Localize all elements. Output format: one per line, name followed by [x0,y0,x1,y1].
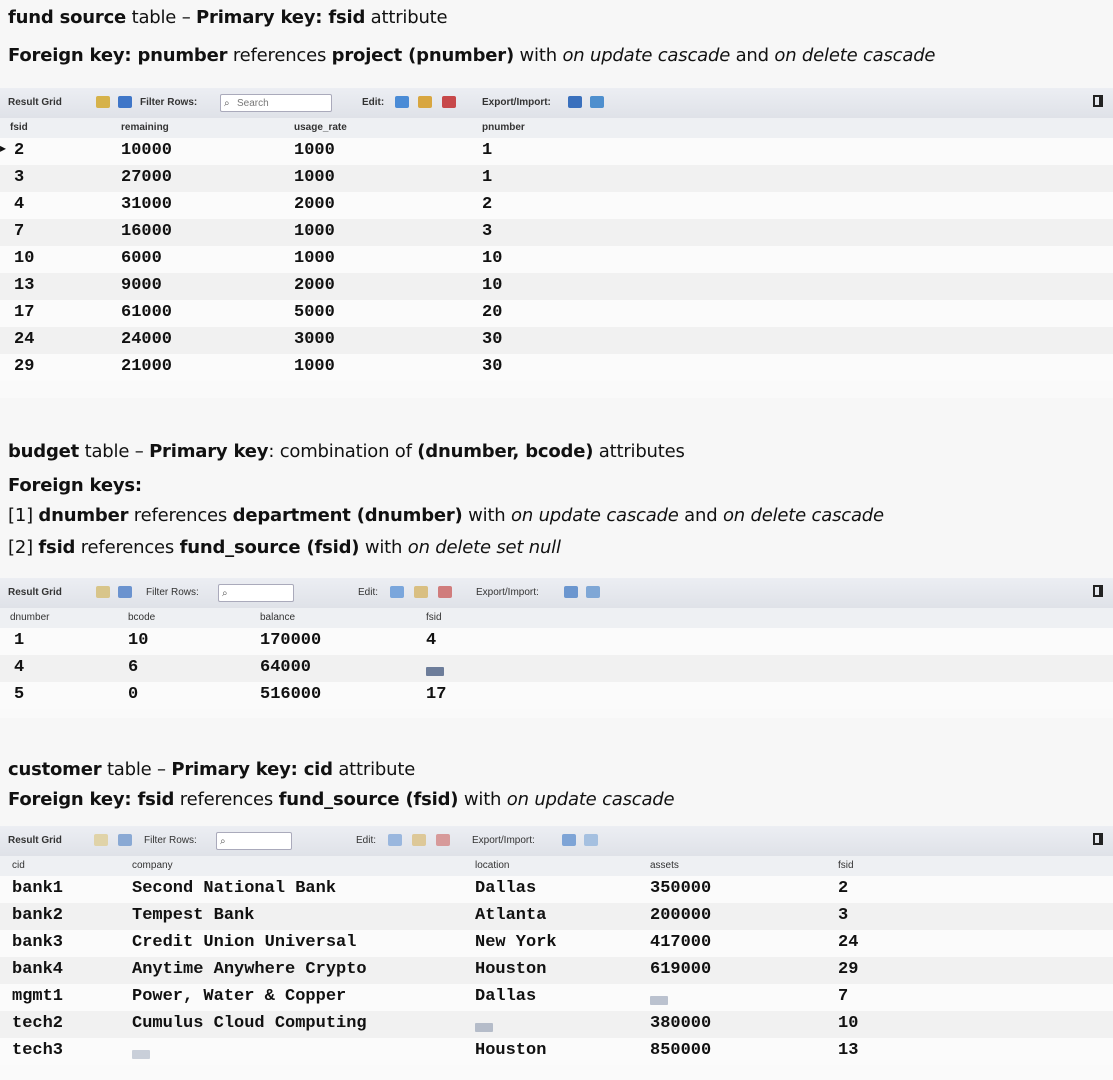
column-header-row [0,856,1113,877]
search-placeholder: Search [237,98,269,109]
edit-cell-icon[interactable] [390,586,404,598]
column-header-row [0,608,1113,629]
column-header[interactable]: fsid [838,860,854,871]
cell-location[interactable]: Dallas [475,987,537,1006]
cell-usage-rate[interactable]: 5000 [294,303,335,322]
cell-assets[interactable]: 350000 [650,879,712,898]
table-row[interactable] [0,1011,1113,1038]
column-header[interactable]: fsid [10,122,28,133]
add-row-icon[interactable] [414,586,428,598]
grid-view-icon[interactable] [94,834,108,846]
toggle-panel-icon[interactable] [1093,585,1103,597]
search-icon: ⌕ [224,98,230,109]
cell-fsid[interactable]: 17 [14,303,35,322]
table-row[interactable] [0,930,1113,957]
cell-dnumber[interactable]: 5 [14,685,25,704]
column-header[interactable]: company [132,860,173,871]
toggle-panel-icon[interactable] [1093,95,1103,107]
cell-location[interactable]: Houston [475,1041,547,1060]
cell-assets[interactable]: 619000 [650,960,712,979]
null-badge [475,1023,493,1032]
column-header[interactable]: balance [260,612,296,623]
cell-fsid[interactable]: 17 [426,685,447,704]
search-input[interactable] [218,584,294,602]
cell-fsid[interactable]: 3 [14,168,25,187]
cell-location[interactable]: Dallas [475,879,537,898]
export-import-label: Export/Import: [472,835,535,846]
result-grid-label: Result Grid [8,587,62,598]
cell-remaining[interactable]: 61000 [121,303,173,322]
column-header[interactable]: cid [12,860,25,871]
cell-pnumber[interactable]: 1 [482,141,493,160]
cell-usage-rate[interactable]: 1000 [294,249,335,268]
customer-caption-line1: customer table – Primary key: cid attribute [8,759,416,780]
cell-fsid[interactable]: 2 [14,141,25,160]
add-row-icon[interactable] [412,834,426,846]
budget-caption-line2: Foreign keys: [8,475,142,496]
column-header[interactable]: fsid [426,612,442,623]
column-header[interactable]: pnumber [482,122,525,133]
table-row[interactable] [0,219,1113,246]
null-badge [650,996,668,1005]
table-row[interactable] [0,165,1113,192]
cell-balance[interactable]: 516000 [260,685,322,704]
customer-result-grid [0,826,1113,1080]
cell-usage-rate[interactable]: 2000 [294,195,335,214]
column-header[interactable]: bcode [128,612,156,623]
export-icon[interactable] [564,586,578,598]
table-row[interactable] [0,354,1113,381]
cell-cid[interactable]: tech3 [12,1041,64,1060]
column-header[interactable]: dnumber [10,612,50,623]
cell-company[interactable]: Power, Water & Copper [132,987,347,1006]
delete-row-icon[interactable] [442,96,456,108]
cell-pnumber[interactable]: 3 [482,222,493,241]
cell-cid[interactable]: bank1 [12,879,64,898]
search-input[interactable] [216,832,292,850]
result-grid-label: Result Grid [8,835,62,846]
current-row-pointer-icon: ▸ [0,141,7,155]
edit-label: Edit: [362,97,385,108]
cell-location[interactable]: Atlanta [475,906,547,925]
cell-fsid[interactable]: 10 [838,1014,859,1033]
table-row[interactable] [0,300,1113,327]
cell-fsid[interactable]: 24 [14,330,35,349]
cell-remaining[interactable]: 16000 [121,222,173,241]
cell-fsid[interactable]: 4 [426,631,437,650]
cell-remaining[interactable]: 10000 [121,141,173,160]
table-row[interactable] [0,903,1113,930]
cell-fsid[interactable]: 3 [838,906,849,925]
edit-label: Edit: [358,587,379,598]
cell-assets[interactable]: 200000 [650,906,712,925]
filter-rows-label: Filter Rows: [146,587,199,598]
table-row[interactable] [0,876,1113,903]
null-badge [132,1050,150,1059]
column-header[interactable]: remaining [121,122,169,133]
cell-cid[interactable]: bank2 [12,906,64,925]
cell-fsid[interactable]: 29 [14,357,35,376]
cell-bcode[interactable]: 10 [128,631,149,650]
table-row[interactable] [0,984,1113,1011]
cell-cid[interactable]: tech2 [12,1014,64,1033]
cell-pnumber[interactable]: 10 [482,276,503,295]
cell-usage-rate[interactable]: 1000 [294,222,335,241]
customer-caption-line2: Foreign key: fsid references fund_source (fsid) with on update cascade [8,789,675,810]
edit-label: Edit: [356,835,377,846]
import-icon[interactable] [590,96,604,108]
toggle-panel-icon[interactable] [1093,833,1103,845]
null-badge [426,667,444,676]
delete-row-icon[interactable] [436,834,450,846]
search-icon: ⌕ [222,588,228,599]
search-icon: ⌕ [220,836,226,847]
cell-assets[interactable]: 850000 [650,1041,712,1060]
cell-usage-rate[interactable]: 1000 [294,168,335,187]
cell-bcode[interactable]: 0 [128,685,139,704]
cell-usage-rate[interactable]: 1000 [294,141,335,160]
table-row[interactable] [0,327,1113,354]
cell-fsid[interactable]: 24 [838,933,859,952]
budget-result-grid [0,578,1113,718]
cell-cid[interactable]: mgmt1 [12,987,64,1006]
cell-company[interactable]: Cumulus Cloud Computing [132,1014,367,1033]
cell-pnumber[interactable]: 10 [482,249,503,268]
table-row[interactable] [0,655,1113,682]
export-import-label: Export/Import: [482,97,551,108]
grid-view-icon[interactable] [96,586,110,598]
cell-usage-rate[interactable]: 3000 [294,330,335,349]
cell-cid[interactable]: bank4 [12,960,64,979]
import-icon[interactable] [586,586,600,598]
table-row[interactable] [0,957,1113,984]
grid-view-icon[interactable] [96,96,110,108]
cell-fsid[interactable]: 7 [14,222,25,241]
cell-remaining[interactable]: 27000 [121,168,173,187]
fund-source-result-grid [0,88,1113,398]
cell-balance[interactable]: 170000 [260,631,322,650]
table-row[interactable] [0,1038,1113,1065]
budget-caption-line1: budget table – Primary key: combination of (dnumber, bcode) attributes [8,441,685,462]
delete-row-icon[interactable] [438,586,452,598]
result-grid-toolbar [0,88,1113,119]
cell-pnumber[interactable]: 20 [482,303,503,322]
fund-source-caption-line2: Foreign key: pnumber references project (pnumber) with on update cascade and on delete cascade [8,45,936,66]
cell-fsid[interactable]: 13 [14,276,35,295]
add-row-icon[interactable] [418,96,432,108]
cell-company[interactable]: Anytime Anywhere Crypto [132,960,367,979]
cell-pnumber[interactable]: 30 [482,357,503,376]
cell-usage-rate[interactable]: 1000 [294,357,335,376]
cell-remaining[interactable]: 9000 [121,276,162,295]
column-header[interactable]: location [475,860,510,871]
cell-dnumber[interactable]: 4 [14,658,25,677]
budget-caption-line3: [1] dnumber references department (dnumber) with on update cascade and on delete cascade [8,505,884,526]
filter-rows-label: Filter Rows: [144,835,197,846]
export-import-label: Export/Import: [476,587,539,598]
table-row[interactable] [0,628,1113,655]
export-icon[interactable] [562,834,576,846]
cell-fsid[interactable]: 4 [14,195,25,214]
column-header[interactable]: assets [650,860,679,871]
fund-source-caption-line1: fund source table – Primary key: fsid attribute [8,7,448,28]
result-grid-toolbar [0,826,1113,857]
cell-company[interactable]: Credit Union Universal [132,933,357,952]
column-header[interactable]: usage_rate [294,122,347,133]
cell-fsid[interactable]: 10 [14,249,35,268]
table-row[interactable] [0,246,1113,273]
cell-dnumber[interactable]: 1 [14,631,25,650]
cell-usage-rate[interactable]: 2000 [294,276,335,295]
cell-remaining[interactable]: 31000 [121,195,173,214]
cell-company[interactable]: Tempest Bank [132,906,255,925]
cell-pnumber[interactable]: 1 [482,168,493,187]
cell-pnumber[interactable]: 30 [482,330,503,349]
table-row[interactable] [0,273,1113,300]
cell-fsid[interactable]: 29 [838,960,859,979]
result-grid-toolbar [0,578,1113,609]
cell-remaining[interactable]: 6000 [121,249,162,268]
filter-rows-label: Filter Rows: [140,97,198,108]
cell-assets[interactable]: 417000 [650,933,712,952]
table-row[interactable] [0,682,1113,709]
budget-caption-line4: [2] fsid references fund_source (fsid) with on delete set null [8,537,561,558]
column-header-row [0,118,1113,139]
cell-remaining[interactable]: 24000 [121,330,173,349]
cell-fsid[interactable]: 7 [838,987,849,1006]
cell-pnumber[interactable]: 2 [482,195,493,214]
export-icon[interactable] [568,96,582,108]
cell-assets[interactable]: 380000 [650,1014,712,1033]
table-row[interactable] [0,138,1113,165]
cell-fsid[interactable]: 13 [838,1041,859,1060]
refresh-icon[interactable] [118,96,132,108]
cell-company[interactable]: Second National Bank [132,879,337,898]
cell-balance[interactable]: 64000 [260,658,312,677]
edit-cell-icon[interactable] [395,96,409,108]
cell-cid[interactable]: bank3 [12,933,64,952]
search-input[interactable] [220,94,332,112]
refresh-icon[interactable] [118,834,132,846]
result-grid-label: Result Grid [8,97,62,108]
cell-bcode[interactable]: 6 [128,658,139,677]
import-icon[interactable] [584,834,598,846]
cell-fsid[interactable]: 2 [838,879,849,898]
edit-cell-icon[interactable] [388,834,402,846]
refresh-icon[interactable] [118,586,132,598]
cell-location[interactable]: New York [475,933,557,952]
cell-location[interactable]: Houston [475,960,547,979]
table-row[interactable] [0,192,1113,219]
cell-remaining[interactable]: 21000 [121,357,173,376]
